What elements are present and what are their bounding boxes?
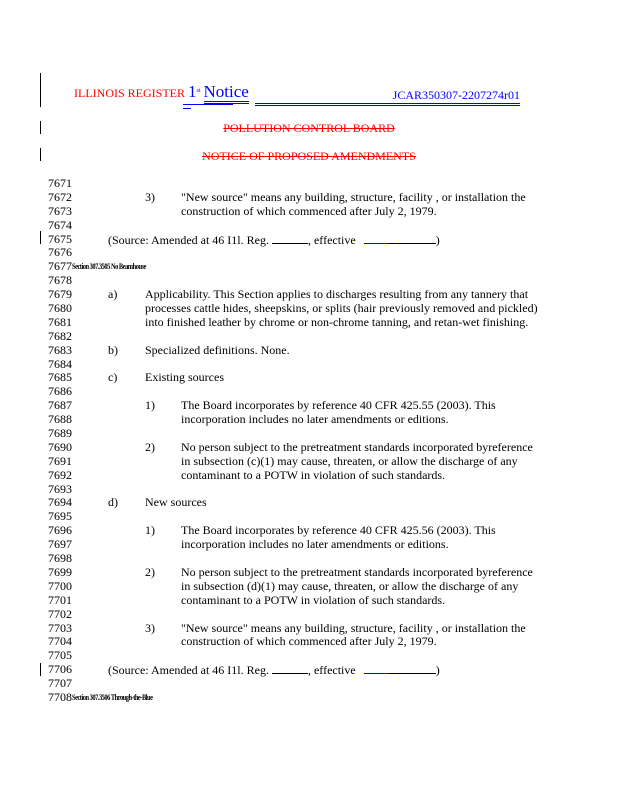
line-text: Specialized definitions. None. (145, 342, 290, 357)
line-number: 7707 (48, 676, 72, 691)
line-number: 7687 (48, 398, 72, 413)
line-text: incorporation includes no later amendments or editions. (181, 412, 449, 427)
line-number: 7698 (48, 551, 72, 566)
document-id: JCAR350307-2207274r01 (255, 88, 520, 106)
line-number: 7701 (48, 592, 72, 607)
line-text: into finished leather by chrome or non-chrome tanning, and retan-wet finishing. (145, 314, 529, 329)
line-number: 7690 (48, 439, 72, 454)
line-text: No person subject to the pretreatment standards incorporated byreference (181, 564, 533, 579)
effective-date-blank (364, 233, 436, 244)
change-bar (40, 73, 41, 107)
line-text: "New source" means any building, structure, facility , or installation the (181, 189, 526, 204)
item-label: 1) (145, 398, 155, 413)
item-label: c) (108, 370, 118, 385)
line-number: 7675 (48, 231, 72, 246)
line-number: 7705 (48, 648, 72, 663)
line-text: No person subject to the pretreatment standards incorporated byreference (181, 439, 533, 454)
source-note (108, 233, 440, 248)
line-text: The Board incorporates by reference 40 CFR 425.55 (2003). This (181, 398, 496, 413)
register-page-blank (272, 233, 308, 244)
line-number: 7700 (48, 578, 72, 593)
line-number: 7695 (48, 509, 72, 524)
line-number: 7679 (48, 287, 72, 302)
issue-superscript: st (196, 88, 201, 94)
section-heading: Section 307.3506 Through-the-Blue (72, 692, 153, 702)
line-number: 7706 (48, 662, 72, 677)
line-number: 7685 (48, 370, 72, 385)
issue-number: 1 (188, 82, 197, 101)
line-number: 7692 (48, 467, 72, 482)
item-label: 3) (145, 620, 155, 635)
line-text: contaminant to a POTW in violation of such standards. (181, 592, 446, 607)
register-title: ILLINOIS REGISTER (74, 86, 185, 100)
close-paren: ) (435, 232, 440, 247)
line-number: 7677 (48, 259, 72, 274)
line-number: 7702 (48, 606, 72, 621)
line-number: 7699 (48, 564, 72, 579)
page-header (74, 82, 249, 102)
item-label: d) (108, 495, 118, 510)
notice-title: NOTICE OF PROPOSED AMENDMENTS (202, 149, 416, 163)
line-text: incorporation includes no later amendments or editions. (181, 537, 449, 552)
line-number: 7681 (48, 314, 72, 329)
line-text: The Board incorporates by reference 40 CFR 425.56 (2003). This (181, 523, 496, 538)
line-number: 7678 (48, 273, 72, 288)
line-text: in subsection (c)(1) may cause, threaten, or allow the discharge of any (181, 453, 518, 468)
line-number: 7694 (48, 495, 72, 510)
line-text: New sources (145, 495, 207, 510)
item-label: 3) (145, 189, 155, 204)
item-label: b) (108, 342, 118, 357)
line-text: processes cattle hides, sheepskins, or splits (hair previously removed and pickled) (145, 301, 538, 316)
item-label: a) (108, 287, 118, 302)
line-text: in subsection (d)(1) may cause, threaten, or allow the discharge of any (181, 578, 519, 593)
line-text: "New source" means any building, structure, facility , or installation the (181, 620, 526, 635)
line-number: 7689 (48, 426, 72, 441)
line-number: 7680 (48, 301, 72, 316)
agency-name: POLLUTION CONTROL BOARD (223, 121, 395, 135)
source-text: (Source: Amended at 46 I1l. Reg. (108, 663, 272, 678)
line-text: contaminant to a POTW in violation of such standards. (181, 467, 446, 482)
change-bar (40, 663, 41, 676)
line-text: Applicability. This Section applies to discharges resulting from any tannery that (145, 287, 529, 302)
line-text: construction of which commenced after July 2, 1979. (181, 203, 437, 218)
line-number: 7691 (48, 453, 72, 468)
line-number: 7697 (48, 537, 72, 552)
item-label: 2) (145, 439, 155, 454)
line-number: 7682 (48, 328, 72, 343)
line-number: 7708 (48, 689, 72, 704)
register-page-blank (272, 663, 308, 674)
line-number: 7696 (48, 523, 72, 538)
line-number: 7676 (48, 245, 72, 260)
section-heading: Section 307.3505 No Beamhouse (72, 262, 146, 272)
line-number: 7673 (48, 203, 72, 218)
item-label: 1) (145, 523, 155, 538)
change-bar (40, 231, 41, 244)
line-number: 7703 (48, 620, 72, 635)
underline-decoration (183, 108, 191, 109)
close-paren: ) (435, 663, 440, 678)
line-number: 7704 (48, 634, 72, 649)
line-number: 7671 (48, 176, 72, 190)
item-label: 2) (145, 564, 155, 579)
effective-label: , effective (307, 663, 356, 678)
effective-label: , effective (307, 232, 356, 247)
line-text: Existing sources (145, 370, 224, 385)
line-number: 7688 (48, 412, 72, 427)
line-number: 7672 (48, 189, 72, 204)
line-number: 7683 (48, 342, 72, 357)
line-number: 7674 (48, 217, 72, 232)
line-number: 7686 (48, 384, 72, 399)
notice-label: Notice (204, 82, 249, 104)
line-text: construction of which commenced after July 2, 1979. (181, 634, 437, 649)
source-text: (Source: Amended at 46 I1l. Reg. (108, 232, 272, 247)
source-note (108, 663, 440, 678)
underline-decoration (183, 104, 233, 105)
line-number: 7684 (48, 356, 72, 371)
effective-date-blank (364, 663, 436, 674)
line-number: 7693 (48, 481, 72, 496)
